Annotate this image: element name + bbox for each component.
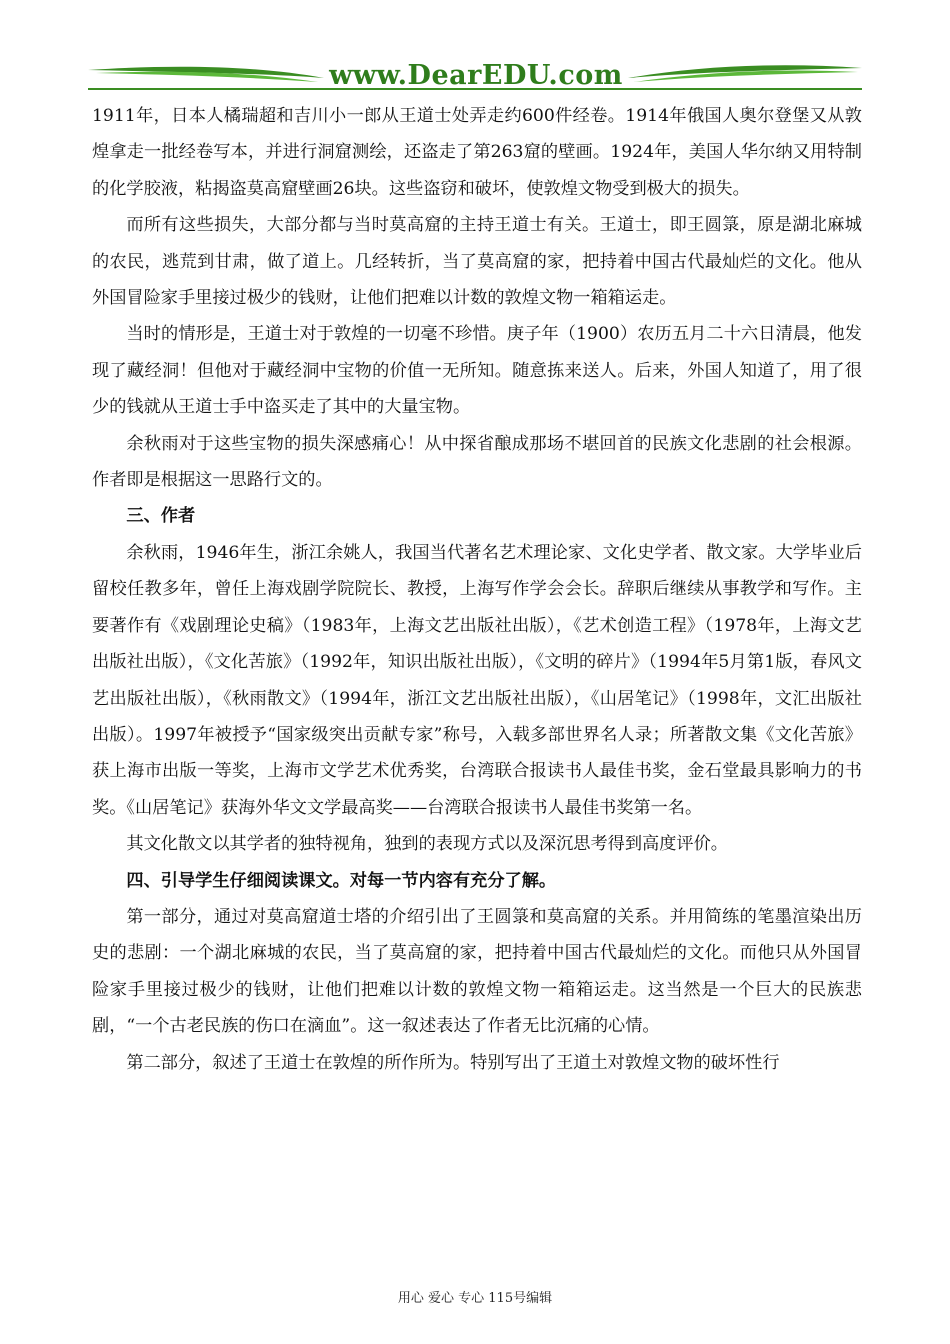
- body-paragraph: 1911年，日本人橘瑞超和吉川小一郎从王道士处弄走约600件经卷。1914年俄国人奥尔登堡又从敦煌拿走一批经卷写本，并进行洞窟测绘，还盗走了第263窟的壁画。1924年，美国人华尔纳又用特制的化学胶液，粘揭盗莫高窟壁画26块。这些盗窃和破坏，使敦煌文物受到极大的损失。: [92, 106, 862, 199]
- page-header: [88, 58, 862, 94]
- page-footer: 用心 爱心 专心 115号编辑: [397, 1291, 553, 1306]
- body-paragraph: 而所有这些损失，大部分都与当时莫高窟的主持王道士有关。王道士，即王圆箓，原是湖北麻城的农民，逃荒到甘肃，做了道上。几经转折，当了莫高窟的家，把持着中国古代最灿烂的文化。他从外国冒险家手里接过极少的钱财，让他们把难以计数的敦煌文物一箱箱运走。: [92, 215, 862, 309]
- body-paragraph: 余秋雨对于这些宝物的损失深感痛心！从中探省酿成那场不堪回首的民族文化悲剧的社会根源。作者即是根据这一思路行文的。: [92, 433, 862, 491]
- body-paragraph: 第一部分，通过对莫高窟道士塔的介绍引出了王圆箓和莫高窟的关系。并用简练的笔墨渲染出历史的悲剧：一个湖北麻城的农民，当了莫高窟的家，把持着中国古代最灿烂的文化。而他只从外国冒险家手里接过极少的钱财，让他们把难以计数的敦煌文物一箱箱运走。这当然是一个巨大的民族悲剧，“一个古老民族的伤口在滴血”。这一叙述表达了作者无比沉痛的心情。: [92, 906, 862, 1037]
- body-paragraph: 余秋雨，1946年生，浙江余姚人，我国当代著名艺术理论家、文化史学者、散文家。大学毕业后留校任教多年，曾任上海戏剧学院院长、教授，上海写作学会会长。辞职后继续从事教学和写作。主要著作有《戏剧理论史稿》（1983年，上海文艺出版社出版），《艺术创造工程》（1978年，上海文艺出版社出版），《文化苦旅》（1992年，知识出版社出版），《文明的碎片》（1994年5月第1版，春风文艺出版社出版），《秋雨散文》（1994年，浙江文艺出版社出版），《山居笔记》（1998年，文汇出版社出版）。1997年被授予“国家级突出贡献专家”称号，入载多部世界名人录；所著散文集《文化苦旅》获上海市出版一等奖，上海市文学艺术优秀奖，台湾联合报读书人最佳书奖，金石堂最具影响力的书奖。《山居笔记》获海外华文文学最高奖——台湾联合报读书人最佳书奖第一名。: [92, 542, 862, 818]
- site-brand: www.DearEDU.com: [329, 60, 623, 91]
- body-paragraph: 第二部分，叙述了王道士在敦煌的所作所为。特别写出了王道土对敦煌文物的破坏性行: [126, 1052, 780, 1073]
- body-paragraph: 其文化散文以其学者的独特视角，独到的表现方式以及深沉思考得到高度评价。: [126, 834, 728, 855]
- body-paragraph: 当时的情形是，王道士对于敦煌的一切毫不珍惜。庚子年（1900）农历五月二十六日清晨，他发现了藏经洞！但他对于藏经洞中宝物的价值一无所知。随意拣来送人。后来，外国人知道了，用了很少的钱就从王道士手中盗买走了其中的大量宝物。: [92, 324, 862, 418]
- document-body: [92, 98, 862, 1081]
- section-heading: 四、引导学生仔细阅读课文。对每一节内容有充分了解。: [126, 870, 557, 891]
- section-heading: 三、作者: [126, 506, 196, 527]
